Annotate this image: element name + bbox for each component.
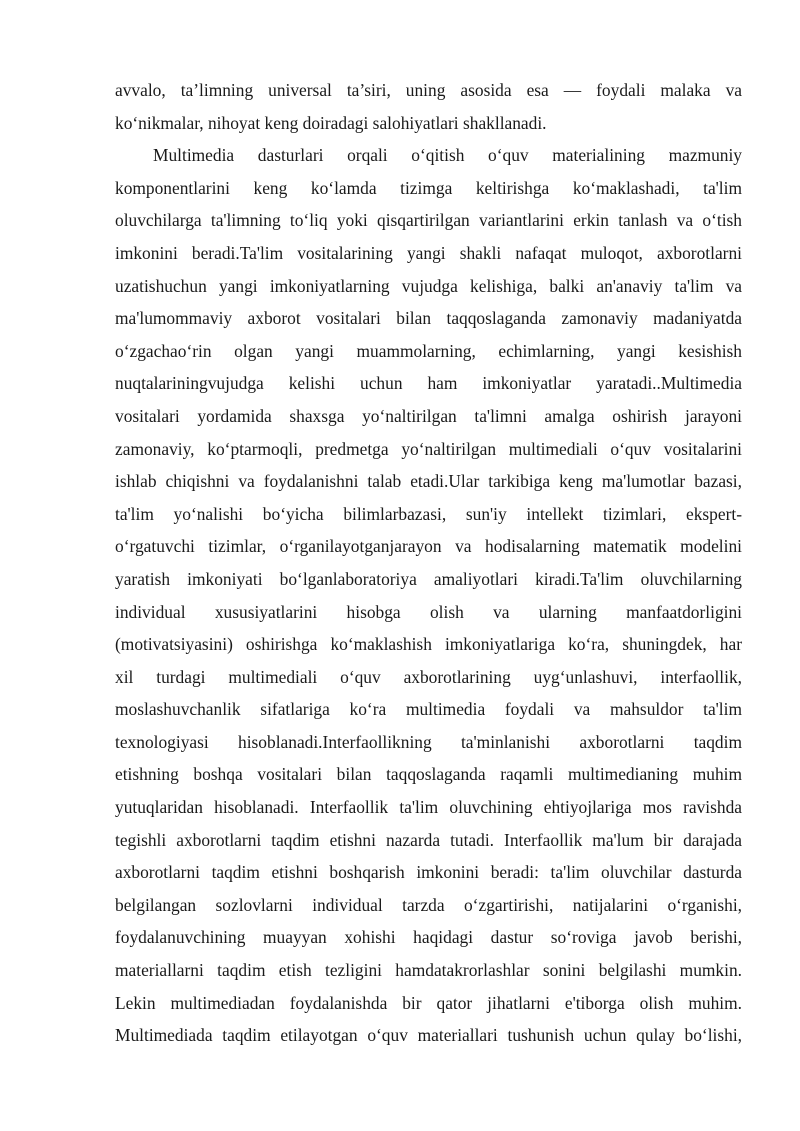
text-line: ma'lumommaviy axborot vositalari bilan taqqoslaganda zamonaviy madaniyatda: [115, 308, 742, 329]
text-line: ko‘nikmalar, nihoyat keng doiradagi salohiyatlari shakllanadi.: [115, 112, 547, 133]
text-line: tegishli axborotlarni taqdim etishni nazarda tutadi. Interfaollik ma'lum bir darajada: [115, 829, 742, 850]
text-line: moslashuvchanlik sifatlariga ko‘ra multimedia foydali va mahsuldor ta'lim: [115, 699, 742, 720]
text-line: materiallarni taqdim etish tezligini hamdatakrorlashlar sonini belgilashi mumkin.: [115, 960, 742, 981]
paragraph-1: [115, 74, 742, 139]
text-line: o‘zgachao‘rin olgan yangi muammolarning, echimlarning, yangi kesishish: [115, 340, 742, 361]
text-line: texnologiyasi hisoblanadi.Interfaollikning ta'minlanishi axborotlarni taqdim: [115, 731, 742, 752]
text-line: axborotlarni taqdim etishni boshqarish imkonini beradi: ta'lim oluvchilar dasturda: [115, 862, 742, 883]
text-line: o‘rgatuvchi tizimlar, o‘rganilayotganjarayon va hodisalarning matematik modelini: [115, 536, 742, 557]
paragraph-2: [115, 139, 742, 1052]
text-line: nuqtalariningvujudga kelishi uchun ham imkoniyatlar yaratadi..Multimedia: [115, 373, 742, 394]
text-line: uzatishuchun yangi imkoniyatlarning vujudga kelishiga, balki an'anaviy ta'lim va: [115, 275, 742, 296]
text-line: zamonaviy, ko‘ptarmoqli, predmetga yo‘naltirilgan multimediali o‘quv vositalarini: [115, 438, 742, 459]
text-line: yutuqlaridan hisoblanadi. Interfaollik ta'lim oluvchining ehtiyojlariga mos ravishda: [115, 797, 742, 818]
text-line: foydalanuvchining muayyan xohishi haqidagi dastur so‘roviga javob berishi,: [115, 927, 742, 948]
text-line: Multimediada taqdim etilayotgan o‘quv materiallari tushunish uchun qulay bo‘lishi,: [115, 1025, 742, 1046]
text-line: avvalo, ta’limning universal ta’siri, uning asosida esa — foydali malaka va: [115, 80, 742, 100]
text-line: yaratish imkoniyati bo‘lganlaboratoriya amaliyotlari kiradi.Ta'lim oluvchilarning: [115, 568, 742, 589]
text-line: Multimedia dasturlari orqali o‘qitish o‘quv materialining mazmuniy: [153, 145, 742, 166]
text-line: etishning boshqa vositalari bilan taqqoslaganda raqamli multimedianing muhim: [115, 764, 742, 785]
document-body: [115, 74, 742, 1052]
text-line: individual xususiyatlarini hisobga olish va ularning manfaatdorligini: [115, 601, 742, 622]
text-line: oluvchilarga ta'limning to‘liq yoki qisqartirilgan variantlarini erkin tanlash va o‘tish: [115, 210, 742, 231]
text-line: vositalari yordamida shaxsga yo‘naltirilgan ta'limni amalga oshirish jarayoni: [115, 405, 742, 426]
text-line: ta'lim yo‘nalishi bo‘yicha bilimlarbazasi, sun'iy intellekt tizimlari, ekspert-: [115, 503, 742, 524]
text-line: ishlab chiqishni va foydalanishni talab etadi.Ular tarkibiga keng ma'lumotlar bazasi,: [115, 471, 742, 492]
text-line: belgilangan sozlovlarni individual tarzda o‘zgartirishi, natijalarini o‘rganishi,: [115, 894, 742, 915]
text-line: Lekin multimediadan foydalanishda bir qator jihatlarni e'tiborga olish muhim.: [115, 992, 742, 1013]
text-line: (motivatsiyasini) oshirishga ko‘maklashish imkoniyatlariga ko‘ra, shuningdek, har: [115, 634, 742, 655]
text-line: komponentlarini keng ko‘lamda tizimga keltirishga ko‘maklashadi, ta'lim: [115, 177, 742, 198]
text-line: xil turdagi multimediali o‘quv axborotlarining uyg‘unlashuvi, interfaollik,: [115, 666, 742, 687]
text-line: imkonini beradi.Ta'lim vositalarining yangi shakli nafaqat muloqot, axborotlarni: [115, 242, 742, 263]
